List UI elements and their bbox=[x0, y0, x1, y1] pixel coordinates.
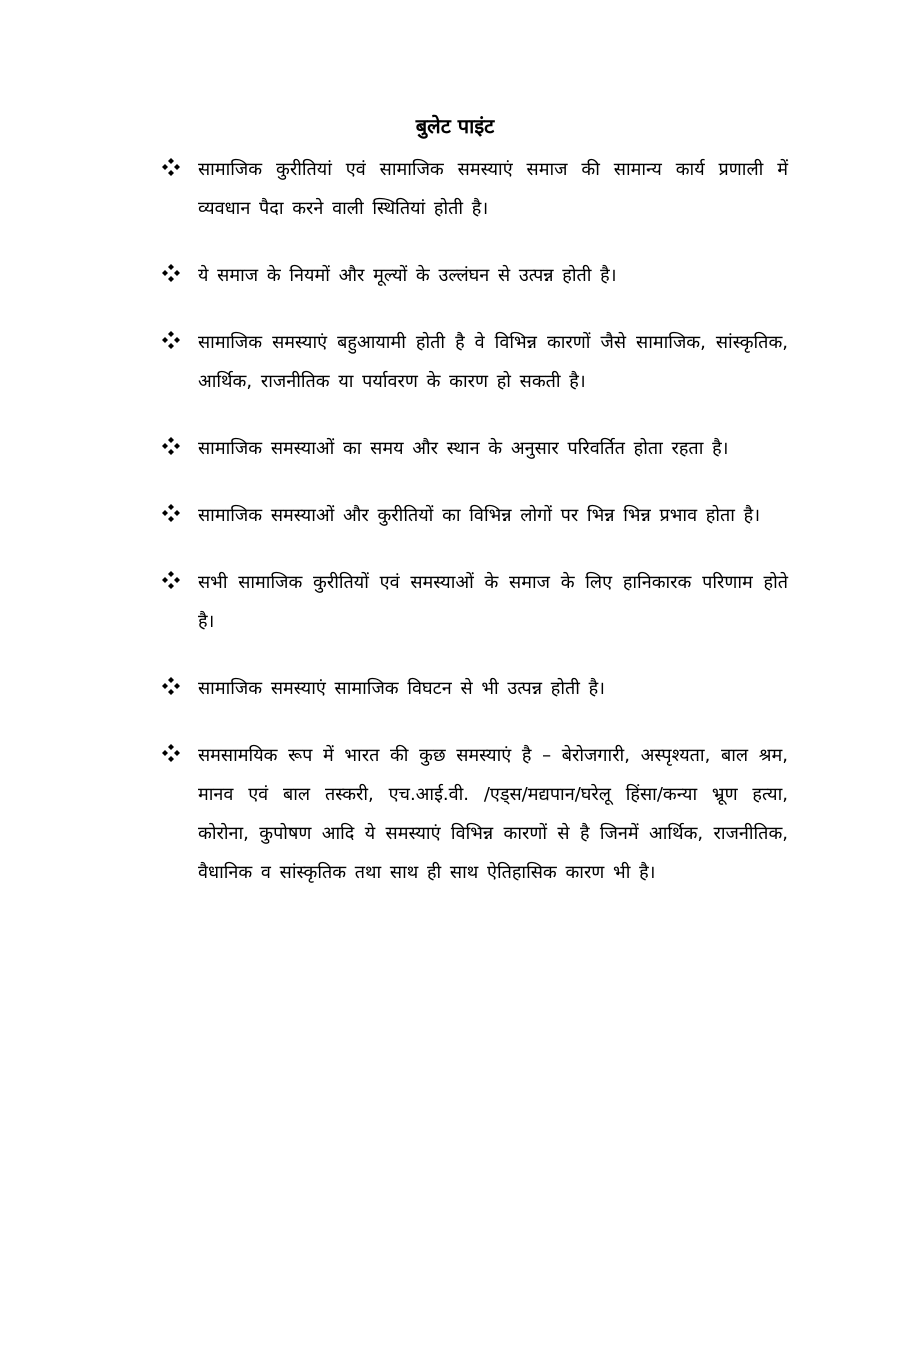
page-title: बुलेट पाइंट bbox=[415, 114, 495, 138]
bullet-text: सभी सामाजिक कुरीतियों एवं समस्याओं के समाज के लिए हानिकारक परिणाम होते है। bbox=[198, 572, 788, 632]
bullet-list bbox=[160, 150, 788, 920]
bullet-text: सामाजिक समस्याएं सामाजिक विघटन से भी उत्पन्न होती है। bbox=[198, 678, 606, 699]
four-diamond-bullet-icon bbox=[160, 429, 182, 468]
bullet-text: सामाजिक समस्याओं और कुरीतियों का विभिन्न लोगों पर भिन्न भिन्न प्रभाव होता है। bbox=[198, 505, 761, 526]
bullet-text: सामाजिक कुरीतियां एवं सामाजिक समस्याएं समाज की सामान्य कार्य प्रणाली में व्यवधान पैदा करने वाली स्थितियां होती है। bbox=[198, 159, 788, 219]
four-diamond-bullet-icon bbox=[160, 323, 182, 362]
bullet-text: ये समाज के नियमों और मूल्यों के उल्लंघन से उत्पन्न होती है। bbox=[198, 265, 617, 286]
list-item bbox=[160, 669, 788, 708]
list-item bbox=[160, 736, 788, 892]
list-item bbox=[160, 256, 788, 295]
four-diamond-bullet-icon bbox=[160, 736, 182, 775]
four-diamond-bullet-icon bbox=[160, 669, 182, 708]
four-diamond-bullet-icon bbox=[160, 256, 182, 295]
list-item bbox=[160, 496, 788, 535]
bullet-text: सामाजिक समस्याएं बहुआयामी होती है वे विभिन्न कारणों जैसे सामाजिक, सांस्कृतिक, आर्थिक, राजनीतिक या पर्यावरण के कारण हो सकती है। bbox=[198, 332, 788, 392]
list-item bbox=[160, 150, 788, 228]
bullet-text: समसामयिक रूप में भारत की कुछ समस्याएं है – बेरोजगारी, अस्पृश्यता, बाल श्रम, मानव एवं बाल तस्करी, एच.आई.वी. /एड्स/मद्यपान/घरेलू हिंसा/कन्या भ्रूण हत्या, कोरोना, कुपोषण आदि ये समस्याएं विभिन्न कारणों से है जिनमें आर्थिक, राजनीतिक, वैधानिक व सांस्कृतिक तथा साथ ही साथ ऐतिहासिक कारण भी है। bbox=[198, 745, 788, 883]
bullet-text: सामाजिक समस्याओं का समय और स्थान के अनुसार परिवर्तित होता रहता है। bbox=[198, 438, 729, 459]
list-item bbox=[160, 323, 788, 401]
four-diamond-bullet-icon bbox=[160, 496, 182, 535]
list-item bbox=[160, 563, 788, 641]
four-diamond-bullet-icon bbox=[160, 563, 182, 602]
list-item bbox=[160, 429, 788, 468]
four-diamond-bullet-icon bbox=[160, 150, 182, 189]
